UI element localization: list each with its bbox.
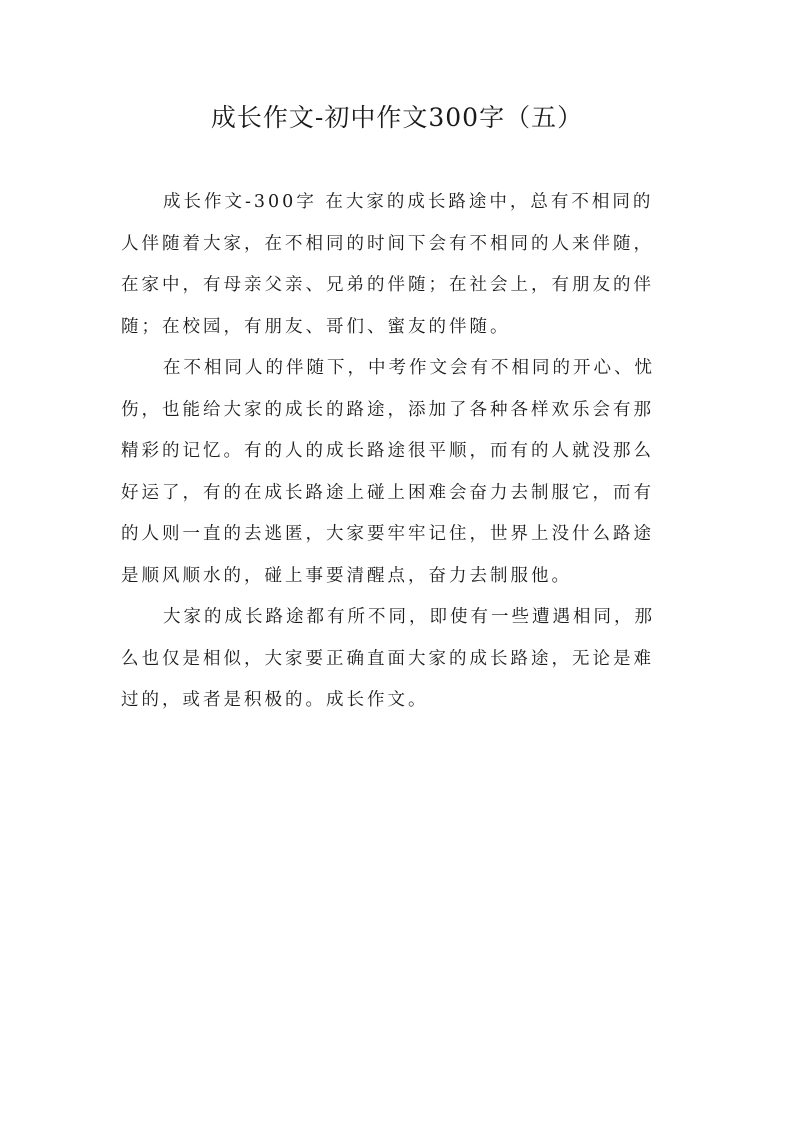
paragraph-1-line-2: 人伴随着大家，在不相同的时间下会有不相同的人来伴随，: [121, 233, 654, 254]
paragraph-1-line-1: 成长作文-300字 在大家的成长路途中，总有不相同的: [163, 192, 654, 212]
paragraph-3-line-2: 么也仅是相似，大家要正确直面大家的成长路途，无论是难: [121, 648, 654, 669]
paragraph-2-line-3: 精彩的记忆。有的人的成长路途很平顺，而有的人就没那么: [121, 441, 654, 461]
paragraph-3-line-1: 大家的成长路途都有所不同，即使有一些遭遇相同，那: [163, 607, 655, 627]
paragraph-1-line-3: 在家中，有母亲父亲、兄弟的伴随；在社会上，有朋友的伴: [121, 275, 654, 295]
paragraph-2-line-6: 是顺风顺水的，碰上事要清醒点，奋力去制服他。: [121, 565, 572, 586]
document-title: 成长作文-初中作文300字（五）: [210, 103, 584, 132]
paragraph-1-line-4: 随；在校园，有朋友、哥们、蜜友的伴随。: [121, 316, 511, 337]
paragraph-2-line-1: 在不相同人的伴随下，中考作文会有不相同的开心、忧: [163, 358, 655, 378]
paragraph-2-line-2: 伤，也能给大家的成长的路途，添加了各种各样欢乐会有那: [121, 399, 654, 420]
paragraph-2-line-4: 好运了，有的在成长路途上碰上困难会奋力去制服它，而有: [121, 482, 654, 503]
paragraph-3-line-3: 过的，或者是积极的。成长作文。: [121, 690, 429, 710]
paragraph-2-line-5: 的人则一直的去逃匿，大家要牢牢记住，世界上没什么路途: [121, 524, 654, 544]
document-body: [121, 182, 677, 722]
